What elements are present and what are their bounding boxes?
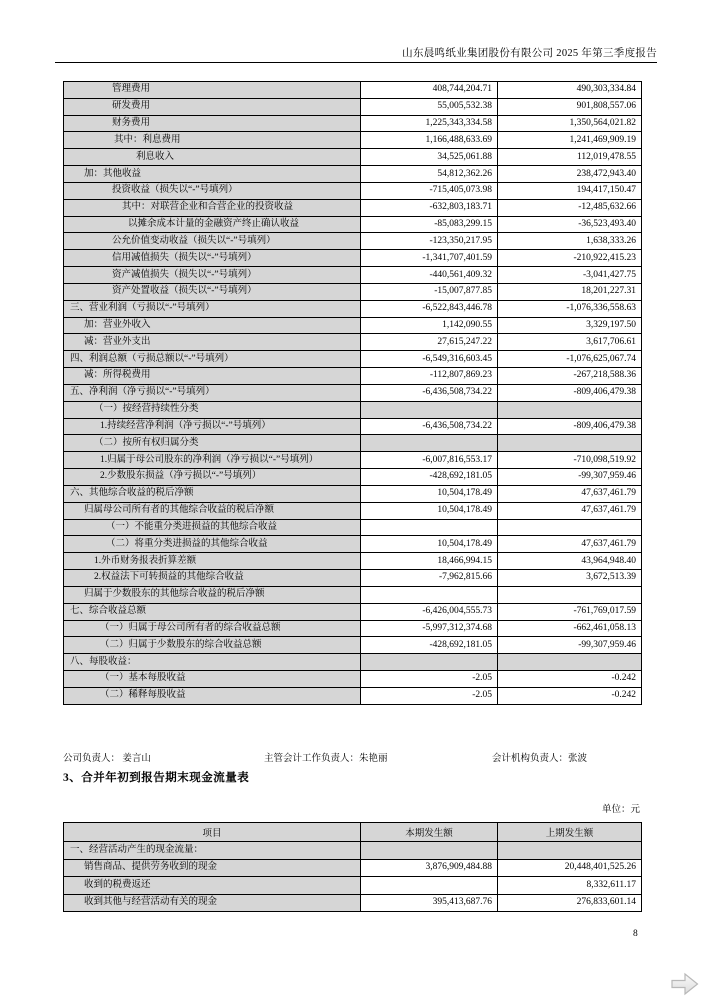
current-period-value-cell [361,401,498,418]
row-label-cell: 2.少数股东损益（净亏损以“-”号填列） [64,469,361,486]
prior-period-value-cell: -267,218,588.36 [498,368,642,385]
table-row [64,859,642,877]
row-label-cell: 1.持续经营净利润（净亏损以“-”号填列） [64,418,361,435]
prior-period-value-cell [498,586,642,603]
current-period-value-cell: 10,504,178.49 [361,536,498,553]
current-period-value-cell: 27,615,247.22 [361,334,498,351]
table-row [64,317,642,334]
column-header: 上期发生额 [498,823,642,842]
table-row [64,149,642,166]
table-row [64,842,642,860]
current-period-value-cell: -440,561,409.32 [361,267,498,284]
table-row [64,603,642,620]
table-row [64,536,642,553]
current-period-value-cell: 10,504,178.49 [361,502,498,519]
prior-period-value-cell [498,654,642,671]
current-period-value-cell: 1,225,343,334.58 [361,115,498,132]
prior-period-value-cell [498,401,642,418]
prior-period-value-cell: -0.242 [498,670,642,687]
current-period-value-cell: 408,744,204.71 [361,82,498,99]
prior-period-value-cell: 20,448,401,525.26 [498,859,642,877]
row-label-cell: （一）归属于母公司所有者的综合收益总额 [64,620,361,637]
table-row [64,401,642,418]
prior-period-value-cell: 3,329,197.50 [498,317,642,334]
row-label-cell: 六、其他综合收益的税后净额 [64,485,361,502]
next-page-arrow-icon[interactable] [671,971,699,997]
row-label-cell: （二）将重分类进损益的其他综合收益 [64,536,361,553]
row-label-cell: 四、利润总额（亏损总额以“-”号填列） [64,351,361,368]
prior-period-value-cell: -1,076,625,067.74 [498,351,642,368]
table-row [64,553,642,570]
current-period-value-cell: 1,142,090.55 [361,317,498,334]
current-period-value-cell: 395,413,687.76 [361,894,498,912]
prior-period-value-cell: -3,041,427.75 [498,267,642,284]
row-label-cell: 收到的税费返还 [64,877,361,895]
current-period-value-cell: -85,083,299.15 [361,216,498,233]
row-label-cell: 减：营业外支出 [64,334,361,351]
current-period-value-cell [361,519,498,536]
signature-line [63,750,641,764]
cashflow-header-row [64,823,642,842]
current-period-value-cell: -7,962,815.66 [361,570,498,587]
table-row [64,452,642,469]
table-row [64,233,642,250]
row-label-cell: 信用减值损失（损失以“-”号填列） [64,250,361,267]
column-header: 本期发生额 [361,823,498,842]
page-header [55,46,657,61]
cashflow-statement-table [63,822,642,912]
current-period-value-cell: 18,466,994.15 [361,553,498,570]
prior-period-value-cell: 194,417,150.47 [498,182,642,199]
row-label-cell: 1.归属于母公司股东的净利润（净亏损以“-”号填列） [64,452,361,469]
table-row [64,351,642,368]
row-label-cell: 管理费用 [64,82,361,99]
current-period-value-cell: 54,812,362.26 [361,166,498,183]
current-period-value-cell: -15,007,877.85 [361,283,498,300]
prior-period-value-cell: 1,350,564,021.82 [498,115,642,132]
row-label-cell: （二）稀释每股收益 [64,687,361,704]
row-label-cell: 加：营业外收入 [64,317,361,334]
row-label-cell: 资产处置收益（损失以“-”号填列） [64,283,361,300]
row-label-cell: 利息收入 [64,149,361,166]
row-label-cell: 减：所得税费用 [64,368,361,385]
prior-period-value-cell: -662,461,058.13 [498,620,642,637]
table-row [64,216,642,233]
current-period-value-cell [361,877,498,895]
current-period-value-cell: -6,007,816,553.17 [361,452,498,469]
row-label-cell: 收到其他与经营活动有关的现金 [64,894,361,912]
prior-period-value-cell: -99,307,959.46 [498,637,642,654]
current-period-value-cell: -1,341,707,401.59 [361,250,498,267]
prior-period-value-cell: -0.242 [498,687,642,704]
report-header-title: 山东晨鸣纸业集团股份有限公司 2025 年第三季度报告 [402,48,657,59]
row-label-cell: （二）归属于少数股东的综合收益总额 [64,637,361,654]
current-period-value-cell: -6,436,508,734.22 [361,384,498,401]
current-period-value-cell: 10,504,178.49 [361,485,498,502]
table-row [64,620,642,637]
prior-period-value-cell: 276,833,601.14 [498,894,642,912]
row-label-cell: （二）按所有权归属分类 [64,435,361,452]
table-row [64,670,642,687]
table-row [64,418,642,435]
row-label-cell: 其中：利息费用 [64,132,361,149]
row-label-cell: 销售商品、提供劳务收到的现金 [64,859,361,877]
row-label-cell: 财务费用 [64,115,361,132]
unit-label: 单位：元 [601,805,640,815]
current-period-value-cell: -428,692,181.05 [361,469,498,486]
prior-period-value-cell: 3,672,513.39 [498,570,642,587]
header-rule [55,62,657,63]
prior-period-value-cell: 43,964,948.40 [498,553,642,570]
table-row [64,469,642,486]
income-statement-table [63,81,642,705]
prior-period-value-cell [498,519,642,536]
prior-period-value-cell: 47,637,461.79 [498,502,642,519]
row-label-cell: 一、经营活动产生的现金流量： [64,842,361,860]
table-row [64,687,642,704]
current-period-value-cell: -632,803,183.71 [361,199,498,216]
company-head-signature: 公司负责人： 姜言山 [63,754,151,764]
current-period-value-cell [361,654,498,671]
current-period-value-cell: 55,005,532.38 [361,98,498,115]
table-row [64,570,642,587]
table-row [64,334,642,351]
row-label-cell: 归属于少数股东的其他综合收益的税后净额 [64,586,361,603]
prior-period-value-cell: 47,637,461.79 [498,536,642,553]
current-period-value-cell [361,842,498,860]
prior-period-value-cell: -36,523,493.40 [498,216,642,233]
table-row [64,132,642,149]
row-label-cell: （一）不能重分类进损益的其他综合收益 [64,519,361,536]
row-label-cell: （一）基本每股收益 [64,670,361,687]
table-row [64,435,642,452]
prior-period-value-cell: -809,406,479.38 [498,384,642,401]
prior-period-value-cell: 47,637,461.79 [498,485,642,502]
page-number: 8 [633,929,638,939]
prior-period-value-cell: 901,808,557.06 [498,98,642,115]
table-row [64,877,642,895]
table-row [64,300,642,317]
row-label-cell: 投资收益（损失以“-”号填列） [64,182,361,199]
prior-period-value-cell: 1,241,469,909.19 [498,132,642,149]
current-period-value-cell: 3,876,909,484.88 [361,859,498,877]
prior-period-value-cell: -761,769,017.59 [498,603,642,620]
table-row [64,368,642,385]
prior-period-value-cell: -99,307,959.46 [498,469,642,486]
section-heading: 3、合并年初到报告期末现金流量表 [63,772,250,784]
row-label-cell: 归属母公司所有者的其他综合收益的税后净额 [64,502,361,519]
prior-period-value-cell: -809,406,479.38 [498,418,642,435]
row-label-cell: （一）按经营持续性分类 [64,401,361,418]
row-label-cell: 资产减值损失（损失以“-”号填列） [64,267,361,284]
prior-period-value-cell: 8,332,611.17 [498,877,642,895]
current-period-value-cell: 1,166,488,633.69 [361,132,498,149]
row-label-cell: 三、营业利润（亏损以“-”号填列） [64,300,361,317]
prior-period-value-cell: 112,019,478.55 [498,149,642,166]
current-period-value-cell: -6,549,316,603.45 [361,351,498,368]
prior-period-value-cell: 1,638,333.26 [498,233,642,250]
current-period-value-cell: -112,807,869.23 [361,368,498,385]
row-label-cell: 加：其他收益 [64,166,361,183]
current-period-value-cell: -6,426,004,555.73 [361,603,498,620]
row-label-cell: 七、综合收益总额 [64,603,361,620]
table-row [64,502,642,519]
prior-period-value-cell: 3,617,706.61 [498,334,642,351]
column-header: 项目 [64,823,361,842]
table-row [64,384,642,401]
current-period-value-cell: -2.05 [361,687,498,704]
current-period-value-cell: -2.05 [361,670,498,687]
row-label-cell: 五、净利润（净亏损以“-”号填列） [64,384,361,401]
current-period-value-cell: -6,436,508,734.22 [361,418,498,435]
current-period-value-cell [361,435,498,452]
table-row [64,519,642,536]
prior-period-value-cell [498,842,642,860]
current-period-value-cell: 34,525,061.88 [361,149,498,166]
current-period-value-cell: -5,997,312,374.68 [361,620,498,637]
row-label-cell: 2.权益法下可转损益的其他综合收益 [64,570,361,587]
prior-period-value-cell: 18,201,227.31 [498,283,642,300]
row-label-cell: 研发费用 [64,98,361,115]
prior-period-value-cell: -210,922,415.23 [498,250,642,267]
row-label-cell: 八、每股收益： [64,654,361,671]
prior-period-value-cell: -710,098,519.92 [498,452,642,469]
table-row [64,250,642,267]
current-period-value-cell: -428,692,181.05 [361,637,498,654]
table-row [64,182,642,199]
table-row [64,586,642,603]
table-row [64,283,642,300]
table-row [64,894,642,912]
table-row [64,199,642,216]
row-label-cell: 1.外币财务报表折算差额 [64,553,361,570]
table-row [64,115,642,132]
current-period-value-cell: -6,522,843,446.78 [361,300,498,317]
prior-period-value-cell: 238,472,943.40 [498,166,642,183]
accounting-head-signature: 主管会计工作负责人：朱艳丽 [264,754,388,764]
current-period-value-cell: -715,405,073.98 [361,182,498,199]
prior-period-value-cell: 490,303,334.84 [498,82,642,99]
current-period-value-cell [361,586,498,603]
table-row [64,166,642,183]
table-row [64,267,642,284]
row-label-cell: 以摊余成本计量的金融资产终止确认收益 [64,216,361,233]
row-label-cell: 公允价值变动收益（损失以“-”号填列） [64,233,361,250]
table-row [64,637,642,654]
table-row [64,82,642,99]
table-row [64,485,642,502]
prior-period-value-cell: -12,485,632.66 [498,199,642,216]
row-label-cell: 其中：对联营企业和合营企业的投资收益 [64,199,361,216]
accounting-org-head-signature: 会计机构负责人：张波 [492,754,588,764]
prior-period-value-cell: -1,076,336,558.63 [498,300,642,317]
table-row [64,654,642,671]
prior-period-value-cell [498,435,642,452]
table-row [64,98,642,115]
current-period-value-cell: -123,350,217.95 [361,233,498,250]
